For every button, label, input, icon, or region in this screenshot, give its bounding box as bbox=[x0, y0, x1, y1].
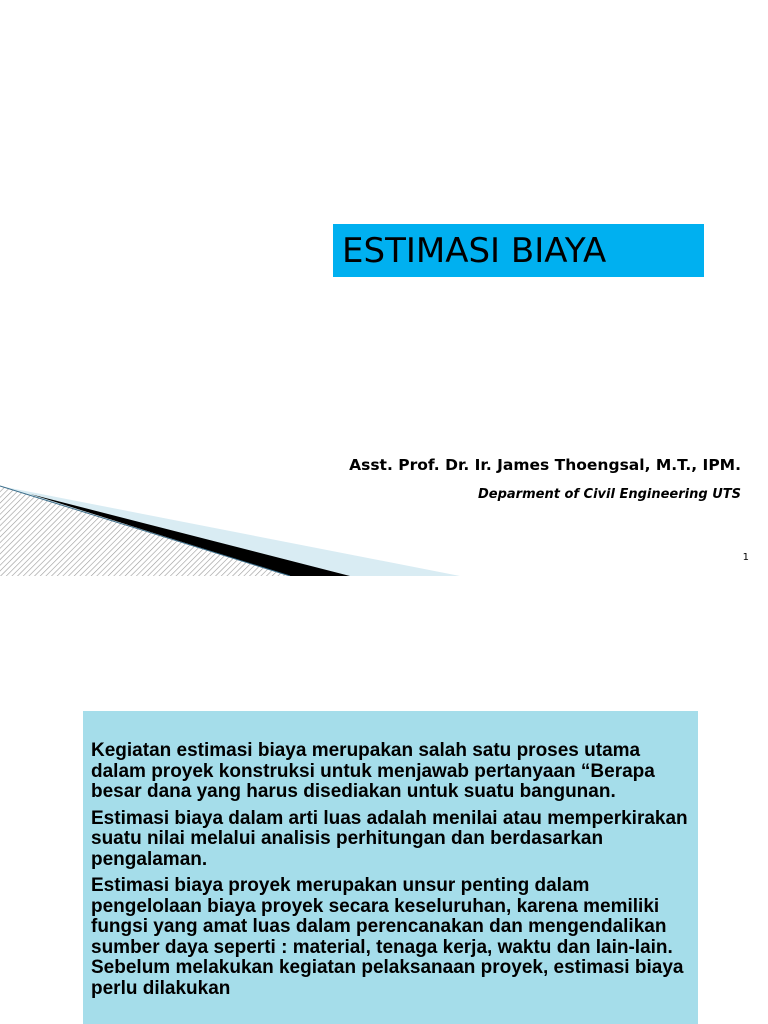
paragraph-2: Estimasi biaya dalam arti luas adalah menilai atau memperkirakan suatu nilai melalui analisis perhitungan dan berdasarkan pengalaman. bbox=[91, 807, 688, 870]
paragraph-1: Kegiatan estimasi biaya merupakan salah satu proses utama dalam proyek konstruksi untuk menjawab pertanyaan “Berapa besar dana yang harus disediakan untuk suatu bangunan. bbox=[91, 740, 655, 802]
content-box bbox=[83, 711, 698, 1024]
decorative-wedge bbox=[0, 480, 460, 576]
slide-gap bbox=[0, 576, 768, 624]
author-name: Asst. Prof. Dr. Ir. James Thoengsal, M.T., IPM. bbox=[349, 456, 741, 474]
department-name: Deparment of Civil Engineering UTS bbox=[477, 487, 741, 502]
slide-number: 1 bbox=[742, 552, 749, 563]
slide-title: ESTIMASI BIAYA bbox=[342, 231, 607, 271]
paragraph-3: Estimasi biaya proyek merupakan unsur penting dalam pengelolaan biaya proyek secara keseluruhan, karena memiliki fungsi yang amat luas dalam perencanakan dan mengendalikan sumber daya seperti : material, tenaga kerja, waktu dan lain-lain. Sebelum melakukan kegiatan pelaksanaan proyek, estimasi biaya perlu dilakukan bbox=[91, 875, 684, 999]
content-text bbox=[91, 741, 691, 1005]
title-box bbox=[333, 224, 704, 277]
content-slide bbox=[0, 624, 768, 1024]
